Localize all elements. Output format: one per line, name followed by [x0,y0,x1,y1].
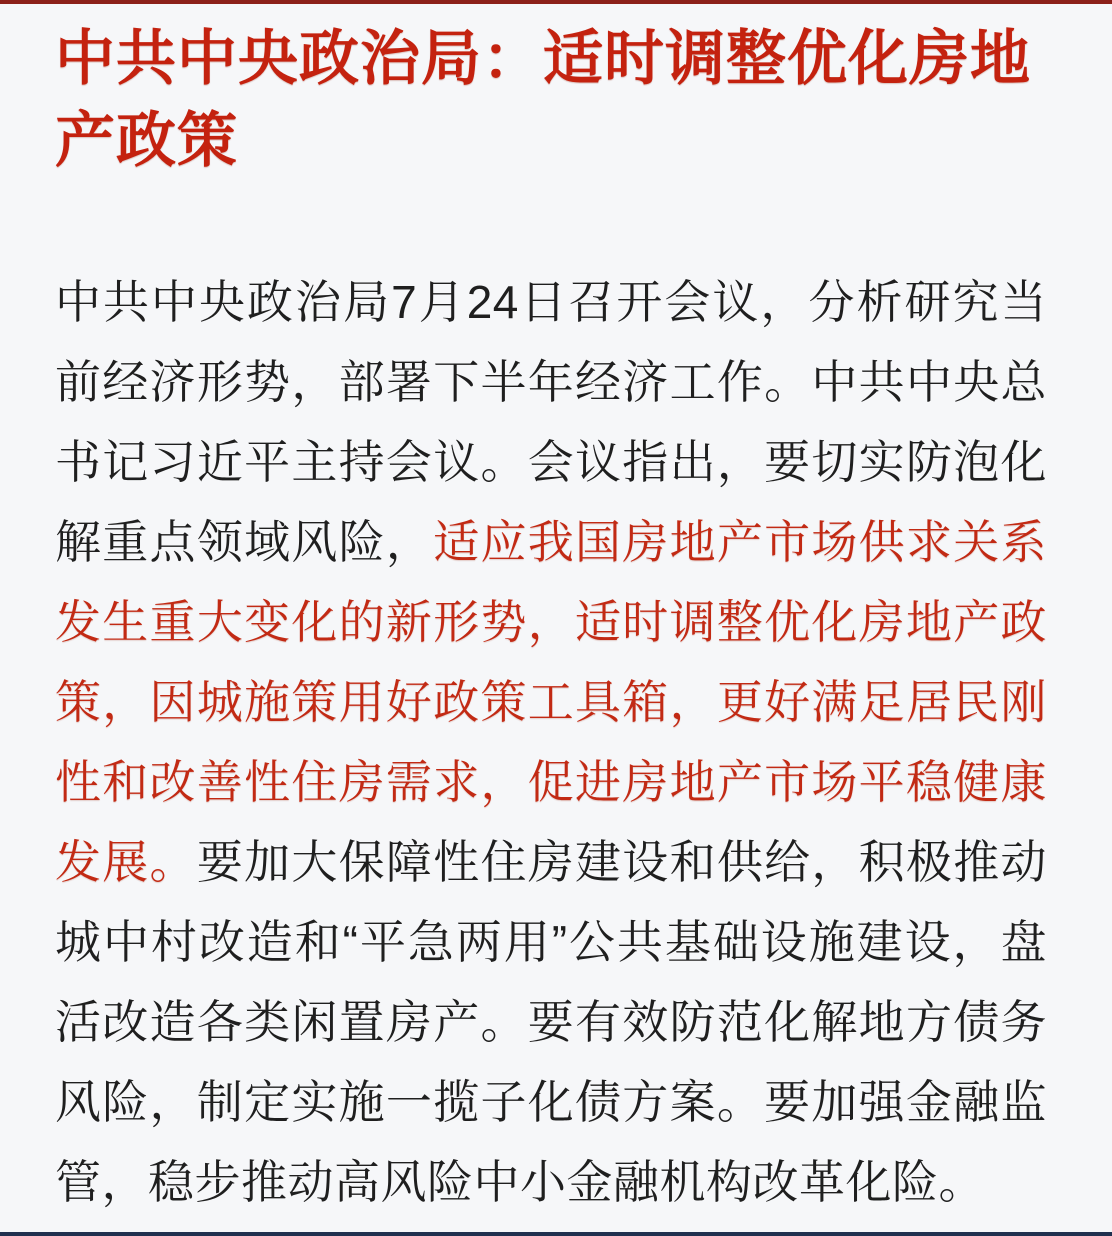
body-segment-black: 中共中央政治局7月24日召开会议，分析研究当前经济形势，部署下半年经济工作。中共中央总书记习近平主持会议。会议指出，要切实防泡化解重点领域风险， [55,276,1047,568]
body-segment-red: 适应我国房地产市场供求关系发生重大变化的新形势，适时调整优化房地产政策，因城施策用好政策工具箱，更好满足居民刚性和改善性住房需求，促进房地产市场平稳健康发展。 [55,516,1048,888]
top-edge-line [0,0,1112,4]
bottom-edge-line [0,1232,1112,1236]
body-segment-black: 要加大保障性住房建设和供给，积极推动城中村改造和“平急两用”公共基础设施建设，盘活改造各类闲置房产。要有效防范化解地方债务风险，制定实施一揽子化债方案。要加强金融监管，稳步推动高风险中小金融机构改革化险。 [55,836,1048,1208]
article-title: 中共中央政治局：适时调整优化房地产政策 [55,25,1031,174]
article-body [55,262,1047,1222]
